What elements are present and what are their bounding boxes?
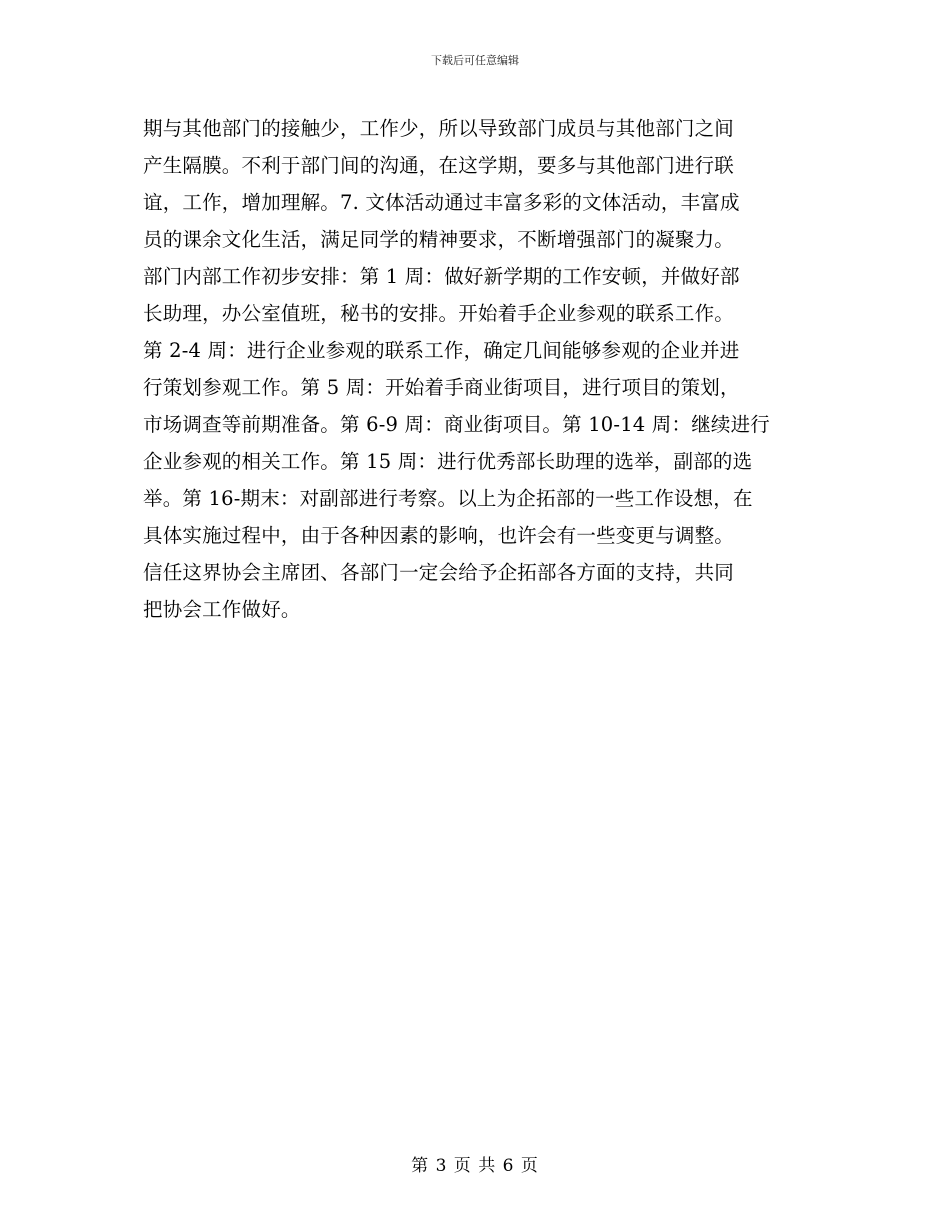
body-line: 举。第 16-期末：对副部进行考察。以上为企拓部的一些工作设想，在 [143, 487, 753, 510]
body-line: 企业参观的相关工作。第 15 周：进行优秀部长助理的选举，副部的选 [143, 450, 753, 473]
body-line: 期与其他部门的接触少，工作少，所以导致部门成员与其他部门之间 [143, 117, 735, 140]
body-line: 谊，工作，增加理解。7. 文体活动通过丰富多彩的文体活动，丰富成 [143, 191, 740, 214]
body-line: 第 2-4 周：进行企业参观的联系工作，确定几间能够参观的企业并进 [143, 339, 740, 362]
body-line: 信任这界协会主席团、各部门一定会给予企拓部各方面的支持，共同 [143, 561, 735, 584]
body-line: 员的课余文化生活，满足同学的精神要求，不断增强部门的凝聚力。 [143, 228, 735, 251]
body-line: 长助理，办公室值班，秘书的安排。开始着手企业参观的联系工作。 [143, 302, 735, 325]
document-body [143, 110, 815, 628]
body-line: 行策划参观工作。第 5 周：开始着手商业街项目，进行项目的策划， [143, 376, 740, 399]
body-line: 产生隔膜。不利于部门间的沟通，在这学期，要多与其他部门进行联 [143, 154, 735, 177]
body-line: 把协会工作做好。 [143, 598, 301, 621]
page-header-note: 下载后可任意编辑 [431, 54, 519, 67]
page-number: 第 3 页 共 6 页 [411, 1156, 539, 1176]
body-line: 具体实施过程中，由于各种因素的影响，也许会有一些变更与调整。 [143, 524, 735, 547]
body-line: 部门内部工作初步安排：第 1 周：做好新学期的工作安顿，并做好部 [143, 265, 740, 288]
body-line: 市场调查等前期准备。第 6-9 周：商业街项目。第 10-14 周：继续进行 [143, 413, 771, 436]
